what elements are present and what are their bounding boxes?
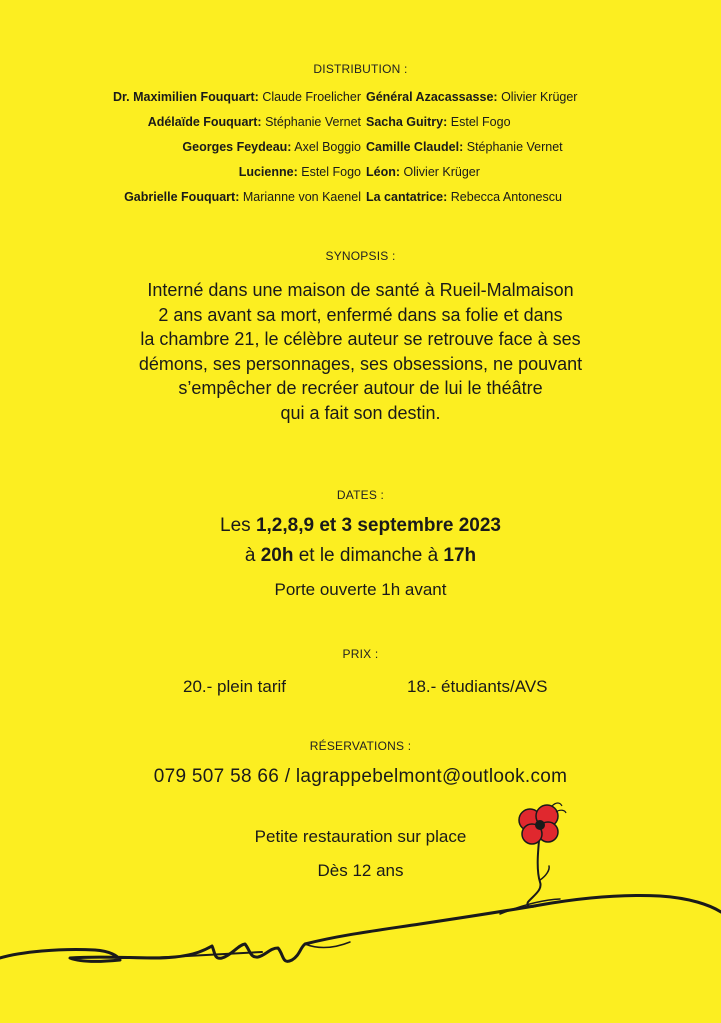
cast-role: Général Azacassasse: [366,90,498,104]
cast-actor: Claude Froelicher [262,90,361,104]
price-full: 20.- plein tarif [183,677,286,696]
doors-open: Porte ouverte 1h avant [274,580,447,599]
synopsis-line: s’empêcher de recréer autour de lui le théâtre [178,378,543,398]
synopsis-line: qui a fait son destin. [280,402,441,423]
sunday-text: et le dimanche à [293,545,444,566]
synopsis-line: 2 ans avant sa mort, enfermé dans sa folie et dans [158,304,563,325]
cast-role: Lucienne: [238,165,298,179]
prix-label: PRIX : [342,647,379,661]
cast-actor: Estel Fogo [450,115,511,129]
poppy-flower-icon [519,803,566,844]
cast-role: Léon: [366,165,401,179]
dates-days: 1,2,8,9 et 3 septembre 2023 [255,515,501,536]
synopsis-line: démons, ses personnages, ses obsessions, ne pouvant [138,353,583,374]
cast-actor: Rebecca Antonescu [450,190,562,204]
cast-actor: Stéphanie Vernet [265,115,361,129]
price-reduced: 18.- étudiants/AVS [407,677,548,696]
cast-role: La cantatrice: [366,190,448,204]
cast-actor: Estel Fogo [301,165,361,179]
phone-number[interactable]: 079 507 58 66 [153,766,280,787]
cast-role: Camille Claudel: [366,140,464,154]
cast-actor: Olivier Krüger [403,165,480,179]
reservations-label: RÉSERVATIONS : [309,739,412,753]
time-prefix: à [244,545,261,566]
dates-label: DATES : [336,488,385,502]
cast-role: Georges Feydeau: [182,140,292,154]
sunday-time: 17h [443,545,477,566]
cast-role: Adélaïde Fouquart: [147,115,262,129]
email-link[interactable]: lagrappebelmont@outlook.com [295,766,568,787]
cast-role: Dr. Maximilien Fouquart: [112,90,259,104]
cast-role: Gabrielle Fouquart: [124,190,240,204]
age-info: Dès 12 ans [317,861,404,880]
dates-prefix: Les [220,515,256,536]
synopsis-label: SYNOPSIS : [325,249,396,263]
cast-actor: Marianne von Kaenel [242,190,361,204]
synopsis-line: la chambre 21, le célèbre auteur se retrouve face à ses [140,329,581,349]
cast-actor: Olivier Krüger [501,90,578,104]
horizon-line-icon [0,895,721,961]
evening-time: 20h [260,545,294,566]
distribution-label: DISTRIBUTION : [313,62,408,76]
cast-actor: Stéphanie Vernet [466,140,563,154]
synopsis-line: Interné dans une maison de santé à Rueil-Malmaison [147,280,574,300]
cast-actor: Axel Boggio [294,140,361,154]
contact-separator: / [284,766,291,787]
cast-role: Sacha Guitry: [366,115,448,129]
food-info: Petite restauration sur place [254,827,467,846]
